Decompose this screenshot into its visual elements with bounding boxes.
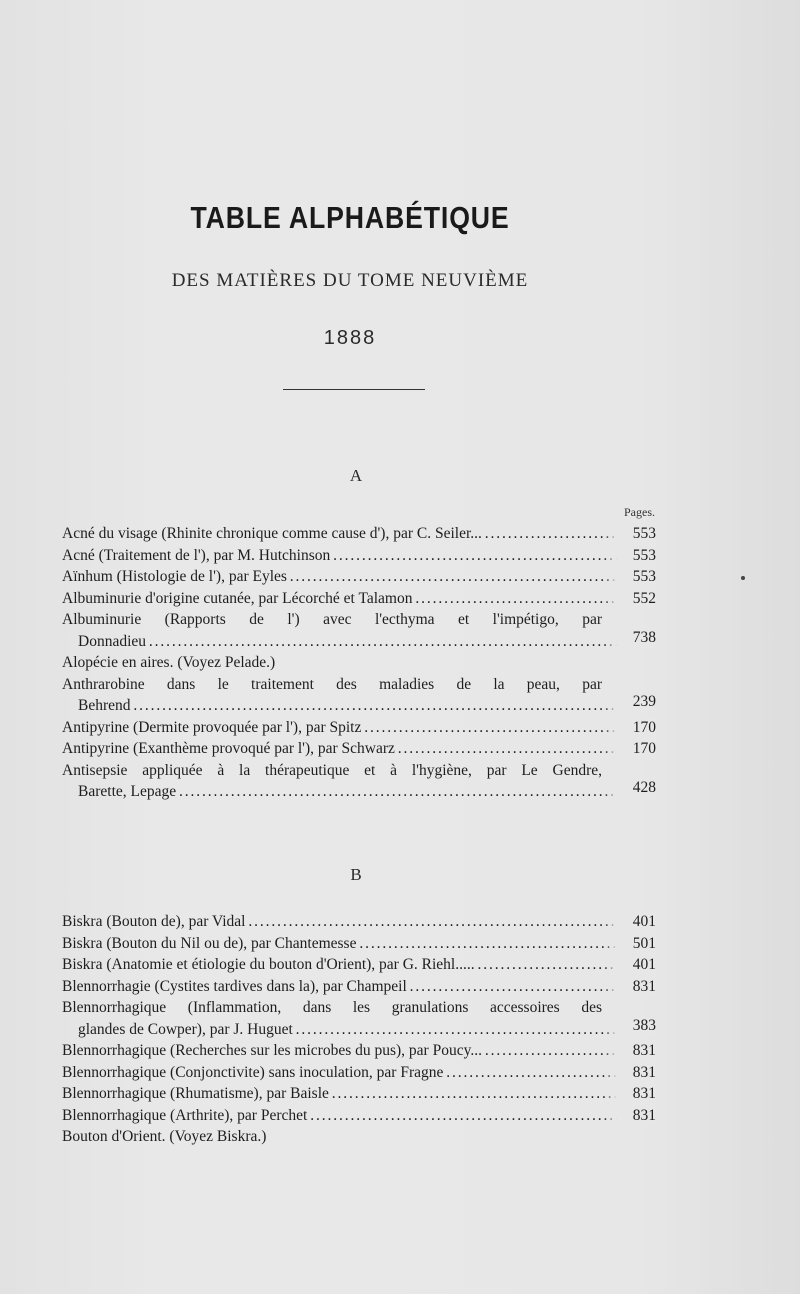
index-entry-line: [62, 609, 656, 631]
section-letter-b: B: [350, 865, 362, 884]
index-entry-line: [62, 954, 656, 976]
index-entry-line: [62, 566, 656, 588]
index-entry-line: [62, 1126, 656, 1148]
entry-text: glandes de Cowper), par J. Huguet . . .: [78, 1021, 656, 1038]
index-entry-line: [62, 652, 656, 674]
entry-text: Biskra (Bouton du Nil ou de), par Chantemesse . . .: [62, 935, 656, 952]
entry-text: Albuminurie (Rapports de l') avec l'ecthyma et l'impétigo, par: [62, 611, 602, 628]
page-number: 383: [604, 1019, 656, 1037]
entry-text: Blennorrhagique (Recherches sur les microbes du pus), par Poucy... . . .: [62, 1042, 656, 1059]
index-entry-line: [62, 523, 656, 545]
page-number: 552: [604, 588, 656, 610]
entry-text: Blennorrhagique (Rhumatisme), par Baisle . . .: [62, 1085, 656, 1102]
entry-text: Alopécie en aires. (Voyez Pelade.): [62, 654, 276, 671]
entry-text: Anthrarobine dans le traitement des maladies de la peau, par: [62, 675, 602, 693]
page-number: 428: [604, 781, 656, 799]
index-entry-line: [62, 933, 656, 955]
section-a-entries: [62, 523, 656, 803]
entry-text: Acné du visage (Rhinite chronique comme cause d'), par C. Seiler... . . .: [62, 525, 656, 542]
entry-text: Aïnhum (Histologie de l'), par Eyles . . .: [62, 568, 656, 585]
entry-text: Biskra (Anatomie et étiologie du bouton d'Orient), par G. Riehl..... . . .: [62, 956, 656, 973]
index-entry-line: [62, 760, 656, 782]
title-divider: [283, 389, 425, 390]
page-number: 401: [604, 911, 656, 933]
index-entry-line: [62, 545, 656, 567]
index-entry-line: [62, 1083, 656, 1105]
index-entry-line: [62, 1019, 656, 1041]
entry-text: Donnadieu . . .: [78, 633, 656, 650]
page-number: 831: [604, 1083, 656, 1105]
index-entry-line: [62, 1040, 656, 1062]
page-number: 239: [604, 695, 656, 713]
index-entry-line: [62, 717, 656, 739]
index-entry-line: [62, 976, 656, 998]
index-entry-line: [62, 631, 656, 653]
entry-text: Blennorrhagique (Conjonctivite) sans inoculation, par Fragne . . .: [62, 1064, 656, 1081]
page-number: 401: [604, 954, 656, 976]
page-number: 831: [604, 1105, 656, 1127]
page-number: 831: [604, 1062, 656, 1084]
entry-text: Blennorrhagie (Cystites tardives dans la), par Champeil . . .: [62, 978, 656, 995]
section-letter-a: A: [349, 466, 363, 485]
index-entry-line: [62, 997, 656, 1019]
entry-text: Bouton d'Orient. (Voyez Biskra.): [62, 1128, 267, 1145]
section-b-entries: [62, 911, 656, 1148]
page-subtitle: DES MATIÈRES DU TOME NEUVIÈME: [171, 270, 529, 291]
page-title: TABLE ALPHABÉTIQUE: [190, 200, 510, 235]
index-entry-line: [62, 911, 656, 933]
page-number: 501: [604, 933, 656, 955]
entry-text: Albuminurie d'origine cutanée, par Lécorché et Talamon . . .: [62, 590, 656, 607]
page-number: 831: [604, 1040, 656, 1062]
entry-text: Blennorrhagique (Arthrite), par Perchet . . .: [62, 1107, 656, 1124]
entry-text: Antipyrine (Exanthème provoqué par l'), par Schwarz . . .: [62, 740, 656, 757]
entry-text: Biskra (Bouton de), par Vidal . . .: [62, 913, 656, 930]
entry-text: Blennorrhagique (Inflammation, dans les granulations accessoires des: [62, 999, 602, 1016]
entry-text: Barette, Lepage . . .: [78, 783, 656, 800]
index-entry-line: [62, 1062, 656, 1084]
entry-text: Antipyrine (Dermite provoquée par l'), par Spitz . . .: [62, 719, 656, 736]
index-entry-line: [62, 1105, 656, 1127]
index-entry-line: [62, 695, 656, 717]
page-number: 553: [604, 523, 656, 545]
page-number: 553: [604, 566, 656, 588]
index-entry-line: [62, 588, 656, 610]
index-entry-line: [62, 674, 656, 696]
volume-year: 1888: [323, 327, 377, 349]
pages-column-header: Pages.: [624, 505, 655, 519]
margin-speck: [741, 576, 745, 580]
entry-text: Antisepsie appliquée à la thérapeutique et à l'hygiène, par Le Gendre,: [62, 761, 602, 779]
page-number: 738: [604, 631, 656, 649]
entry-text: Acné (Traitement de l'), par M. Hutchinson . . .: [62, 547, 656, 564]
page-number: 170: [604, 738, 656, 760]
page-number: 553: [604, 545, 656, 567]
page-number: 170: [604, 717, 656, 739]
index-entry-line: [62, 781, 656, 803]
page-number: 831: [604, 976, 656, 998]
index-entry-line: [62, 738, 656, 760]
entry-text: Behrend . . .: [78, 697, 656, 714]
